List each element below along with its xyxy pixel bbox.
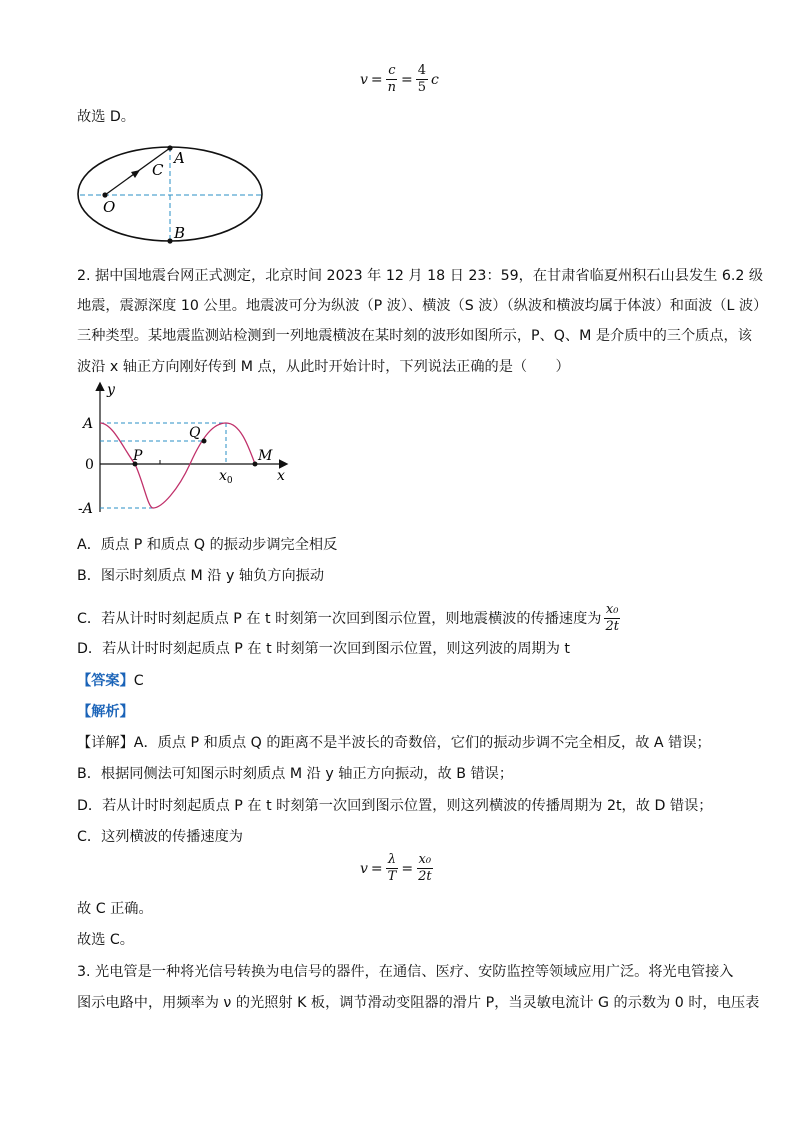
analysis-label: 【解析】 xyxy=(77,704,134,720)
point-a xyxy=(167,145,172,150)
wave-figure xyxy=(78,380,298,520)
formula2-eq2: = xyxy=(401,860,414,877)
label-b: B xyxy=(174,224,186,242)
detail-line-3: D．若从计时时刻起质点 P 在 t 时刻第一次回到图示位置，则这列横波的传播周期为 2t，故 D 错误； xyxy=(77,798,713,814)
label-a: A xyxy=(174,149,185,167)
formula2-frac-lambda-t xyxy=(386,853,399,884)
label-x-axis: x xyxy=(277,468,285,484)
option-a: A．质点 P 和质点 Q 的振动步调完全相反 xyxy=(77,537,338,553)
conclusion-c: 故选 C。 xyxy=(77,932,134,948)
point-b xyxy=(167,238,172,243)
option-c xyxy=(77,603,621,634)
conclusion-d: 故选 D。 xyxy=(77,109,135,125)
option-c-fraction xyxy=(603,603,621,634)
formula2-den2: 2t xyxy=(418,869,432,884)
q2-line-2: 地震，震源深度 10 公里。地震波可分为纵波（P 波）、横波（S 波）（纵波和横波均属于体波）和面波（L 波） xyxy=(77,298,768,314)
label-amp-a: A xyxy=(83,416,94,432)
label-o: O xyxy=(103,198,116,216)
q2-line-1: 2. 据中国地震台网正式测定，北京时间 2023 年 12 月 18 日 23：59，在甘肃省临夏州积石山县发生 6.2 级 xyxy=(77,268,764,284)
formula1-eq: = xyxy=(370,71,383,88)
formula-v-equals-lambda-over-t xyxy=(360,853,434,884)
q3-line-2: 图示电路中，用频率为 ν 的光照射 K 板，调节滑动变阻器的滑片 P，当灵敏电流计 G 的示数为 0 时，电压表 xyxy=(77,995,760,1011)
option-c-den: 2t xyxy=(605,619,619,634)
label-neg-a: -A xyxy=(78,501,93,517)
option-d: D．若从计时时刻起质点 P 在 t 时刻第一次回到图示位置，则这列波的周期为 t xyxy=(77,641,570,657)
formula1-frac-c-n xyxy=(386,64,398,95)
q2-line-3: 三种类型。某地震监测站检测到一列地震横波在某时刻的波形如图所示，P、Q、M 是介质中的三个质点，该 xyxy=(77,328,752,344)
option-b: B．图示时刻质点 M 沿 y 轴负方向振动 xyxy=(77,568,325,584)
point-m xyxy=(253,462,258,467)
label-x0: $x_0$ xyxy=(219,468,233,486)
label-p: P xyxy=(133,448,143,464)
detail-line-2: B．根据同侧法可知图示时刻质点 M 沿 y 轴正方向振动，故 B 错误； xyxy=(77,766,514,782)
point-o xyxy=(102,192,107,197)
detail-line-1: 【详解】A．质点 P 和质点 Q 的距离不是半波长的奇数倍，它们的振动步调不完全相反，故 A 错误； xyxy=(77,735,711,751)
answer-label: 【答案】 xyxy=(77,673,134,689)
formula2-frac-x0-2t xyxy=(416,853,434,884)
answer-line xyxy=(77,671,144,691)
ray-arrowhead xyxy=(131,170,140,178)
formula2-lhs: v xyxy=(360,860,368,877)
formula1-den2: 5 xyxy=(417,80,427,95)
point-q xyxy=(202,439,207,444)
answer-value: C xyxy=(133,673,144,689)
label-c: C xyxy=(152,161,164,179)
formula1-frac-4-5 xyxy=(416,64,428,95)
label-q: Q xyxy=(189,425,201,441)
label-zero: 0 xyxy=(85,457,94,473)
label-y: y xyxy=(107,382,115,398)
formula1-eq2: = xyxy=(401,71,413,88)
formula1-lhs: v xyxy=(360,71,368,88)
formula2-eq: = xyxy=(370,860,383,877)
option-c-text: C．若从计时时刻起质点 P 在 t 时刻第一次回到图示位置，则地震横波的传播速度为 xyxy=(77,610,602,627)
c-correct: 故 C 正确。 xyxy=(77,901,153,917)
ellipse-figure xyxy=(74,142,268,246)
option-c-num: x₀ xyxy=(605,602,619,617)
formula1-num2: 4 xyxy=(417,63,427,78)
q2-line-4: 波沿 x 轴正方向刚好传到 M 点，从此时开始计时，下列说法正确的是（ ） xyxy=(77,359,570,375)
formula1-num1: c xyxy=(388,63,396,78)
formula2-num2: x₀ xyxy=(418,852,432,867)
formula1-den1: n xyxy=(387,80,397,95)
wave-curve xyxy=(100,423,255,508)
q3-line-1: 3. 光电管是一种将光信号转换为电信号的器件，在通信、医疗、安防监控等领域应用广泛。将光电管接入 xyxy=(77,964,734,980)
formula-v-equals-c-over-n xyxy=(360,64,439,95)
formula1-tail: c xyxy=(431,71,439,88)
formula2-den1: T xyxy=(387,869,397,884)
label-m: M xyxy=(258,448,273,464)
detail-line-4: C．这列横波的传播速度为 xyxy=(77,829,243,845)
formula2-num1: λ xyxy=(387,852,397,867)
